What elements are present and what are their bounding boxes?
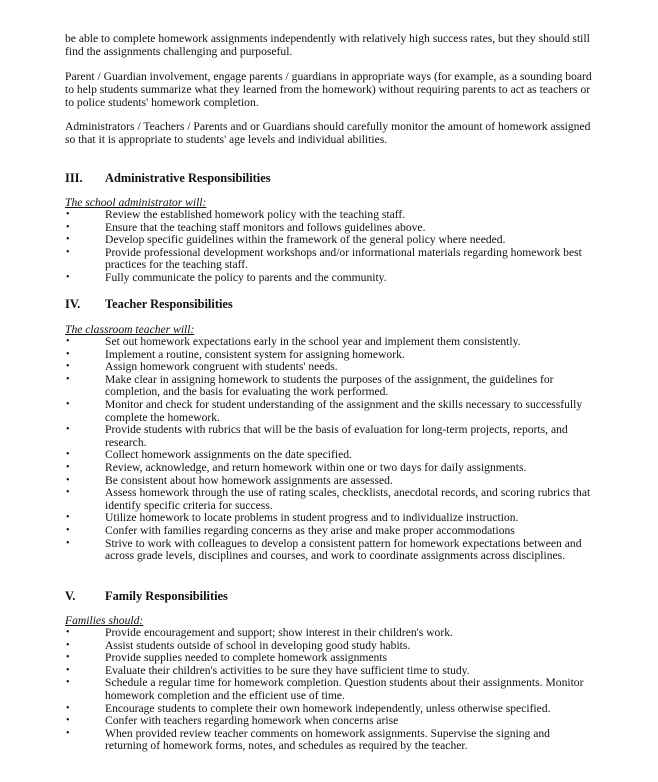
section-number: III. xyxy=(65,171,83,185)
bullet-list xyxy=(65,209,595,285)
list-item: • Provide encouragement and support; show interest in their children's work. xyxy=(66,626,453,639)
bullet-icon: • xyxy=(66,398,70,410)
list-item: • Review the established homework policy with the teaching staff. xyxy=(66,208,406,221)
bullet-icon: • xyxy=(66,652,70,664)
section-heading xyxy=(65,589,228,603)
bullet-icon: • xyxy=(66,677,70,689)
list-title: The classroom teacher will: xyxy=(65,323,195,336)
bullet-icon: • xyxy=(66,524,70,536)
bullet-icon: • xyxy=(66,474,70,486)
bullet-icon: • xyxy=(66,461,70,473)
section-heading xyxy=(65,297,233,311)
list-item: • Schedule a regular time for homework completion. Question students about their assignments. Monitor homework completion and the efficient use of time. xyxy=(66,676,584,702)
list-item: • Make clear in assigning homework to students the purposes of the assignment, the guidelines for completion, and the basis for evaluating the work performed. xyxy=(66,372,554,399)
bullet-icon: • xyxy=(66,664,70,676)
list-item: • Encourage students to complete their own homework independently, unless otherwise specified. xyxy=(66,701,551,715)
intro-paragraph: Administrators / Teachers / Parents and or Guardians should carefully monitor the amount of homework assigned so that it is appropriate to students' age levels and individual abilities. xyxy=(65,120,591,146)
intro-paragraph: Parent / Guardian involvement, engage parents / guardians in appropriate ways (for example, as a sounding board to help students summarize what they learned from the homework) without requiring parents to act as teachers or to police students' homework completion. xyxy=(65,70,592,109)
bullet-icon: • xyxy=(66,449,70,461)
bullet-icon: • xyxy=(66,361,70,373)
bullet-icon: • xyxy=(66,537,70,549)
list-item: • Be consistent about how homework assignments are assessed. xyxy=(66,473,393,487)
bullet-icon: • xyxy=(66,336,70,347)
section-title: Administrative Responsibilities xyxy=(105,171,271,185)
bullet-icon: • xyxy=(66,348,70,360)
list-item: • Implement a routine, consistent system for assigning homework. xyxy=(66,347,405,361)
list-item: • When provided review teacher comments on homework assignments. Supervise the signing and returning of homework forms, notes, and schedules as required by the teacher. xyxy=(66,726,550,753)
list-item: • Provide supplies needed to complete homework assignments xyxy=(66,651,388,665)
bullet-icon: • xyxy=(66,234,70,246)
bullet-icon: • xyxy=(66,487,70,499)
bullet-icon: • xyxy=(66,271,70,283)
list-item: • Review, acknowledge, and return homework within one or two days for daily assignments. xyxy=(66,460,527,474)
bullet-icon: • xyxy=(66,727,70,739)
list-item: • Develop specific guidelines within the framework of the general policy where needed. xyxy=(66,233,506,247)
list-item: • Provide students with rubrics that will be the basis of evaluation for long-term projects, reports, and research. xyxy=(66,423,568,449)
list-item: • Assign homework congruent with students' needs. xyxy=(66,360,338,374)
bullet-list xyxy=(65,627,595,753)
bullet-icon: • xyxy=(66,639,70,651)
list-item: • Utilize homework to locate problems in student progress and to individualize instruction. xyxy=(66,511,519,525)
bullet-icon: • xyxy=(66,424,70,436)
bullet-icon: • xyxy=(66,715,70,727)
bullet-icon: • xyxy=(66,373,70,385)
section-number: IV. xyxy=(65,297,81,311)
list-title: The school administrator will: xyxy=(65,196,207,209)
section-number: V. xyxy=(65,589,76,603)
section-title: Teacher Responsibilities xyxy=(105,297,233,311)
list-item: • Fully communicate the policy to parents and the community. xyxy=(66,270,387,284)
bullet-icon: • xyxy=(66,512,70,524)
list-item: • Evaluate their children's activities to be sure they have sufficient time to study. xyxy=(66,663,470,677)
list-title: Families should: xyxy=(65,614,144,627)
intro-paragraph: be able to complete homework assignments independently with relatively high success rates, but they should still find the assignments challenging and purposeful. xyxy=(65,32,590,58)
list-item: • Confer with families regarding concerns as they arise and make proper accommodations xyxy=(66,523,515,537)
bullet-icon: • xyxy=(66,246,70,258)
bullet-icon: • xyxy=(66,209,70,220)
bullet-list xyxy=(65,336,595,563)
bullet-icon: • xyxy=(66,702,70,714)
bullet-icon: • xyxy=(66,627,70,638)
section-title: Family Responsibilities xyxy=(105,589,228,603)
list-item: • Monitor and check for student understanding of the assignment and the skills necessary to successfully complete the homework. xyxy=(66,397,583,424)
section-heading xyxy=(65,171,271,185)
list-item: • Assist students outside of school in developing good study habits. xyxy=(66,638,411,652)
bullet-icon: • xyxy=(66,221,70,233)
list-item: • Ensure that the teaching staff monitors and follows guidelines above. xyxy=(66,220,426,234)
list-item: • Collect homework assignments on the date specified. xyxy=(66,448,352,462)
list-item: • Confer with teachers regarding homework when concerns arise xyxy=(66,714,399,728)
list-item: • Provide professional development workshops and/or informational materials regarding homework best practices for the teaching staff. xyxy=(66,245,582,272)
list-item: • Assess homework through the use of rating scales, checklists, anecdotal records, and scoring rubrics that identify specific criteria for success. xyxy=(66,486,591,512)
list-item: • Set out homework expectations early in the school year and implement them consistently. xyxy=(66,335,521,348)
list-item: • Strive to work with colleagues to develop a consistent pattern for homework expectations between and across grade levels, disciplines and courses, and work to coordinate assignments across disciplines. xyxy=(66,536,582,563)
